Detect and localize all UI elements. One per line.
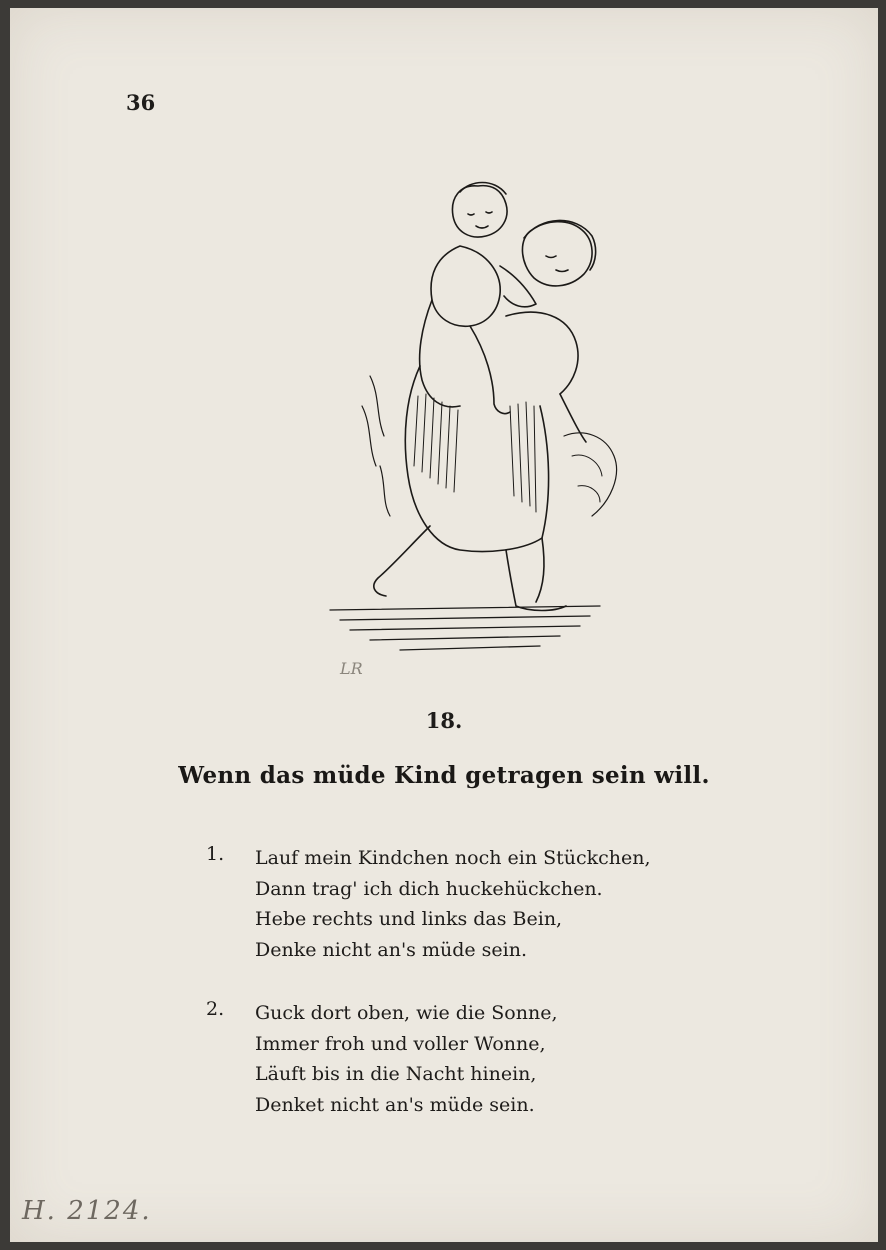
page-number: 36 — [126, 90, 156, 115]
artist-monogram: LR — [340, 659, 363, 678]
verse-lines — [255, 843, 651, 965]
verse-lines — [255, 998, 558, 1120]
book-page — [10, 8, 878, 1242]
shelfmark-annotation: H. 2124. — [22, 1196, 152, 1226]
song-title: Wenn das müde Kind getragen sein will. — [178, 762, 710, 789]
verse-number: 2. — [206, 998, 225, 1020]
verse-number: 1. — [206, 843, 225, 865]
verse-line: Hebe rechts und links das Bein, — [255, 908, 563, 930]
girl-carrying-child-engraving-icon — [310, 166, 630, 686]
verse-line: Dann trag' ich dich huckehückchen. — [255, 877, 603, 900]
verse-line: Denket nicht an's müde sein. — [255, 1093, 535, 1116]
verse-line: Immer froh und voller Wonne, — [255, 1032, 546, 1055]
verse-line: Guck dort oben, wie die Sonne, — [255, 1002, 558, 1024]
verse-line: Läuft bis in die Nacht hinein, — [255, 1063, 537, 1085]
song-number: 18. — [425, 708, 463, 733]
verse-line: Lauf mein Kindchen noch ein Stückchen, — [255, 847, 651, 869]
verse-line: Denke nicht an's müde sein. — [255, 938, 528, 961]
